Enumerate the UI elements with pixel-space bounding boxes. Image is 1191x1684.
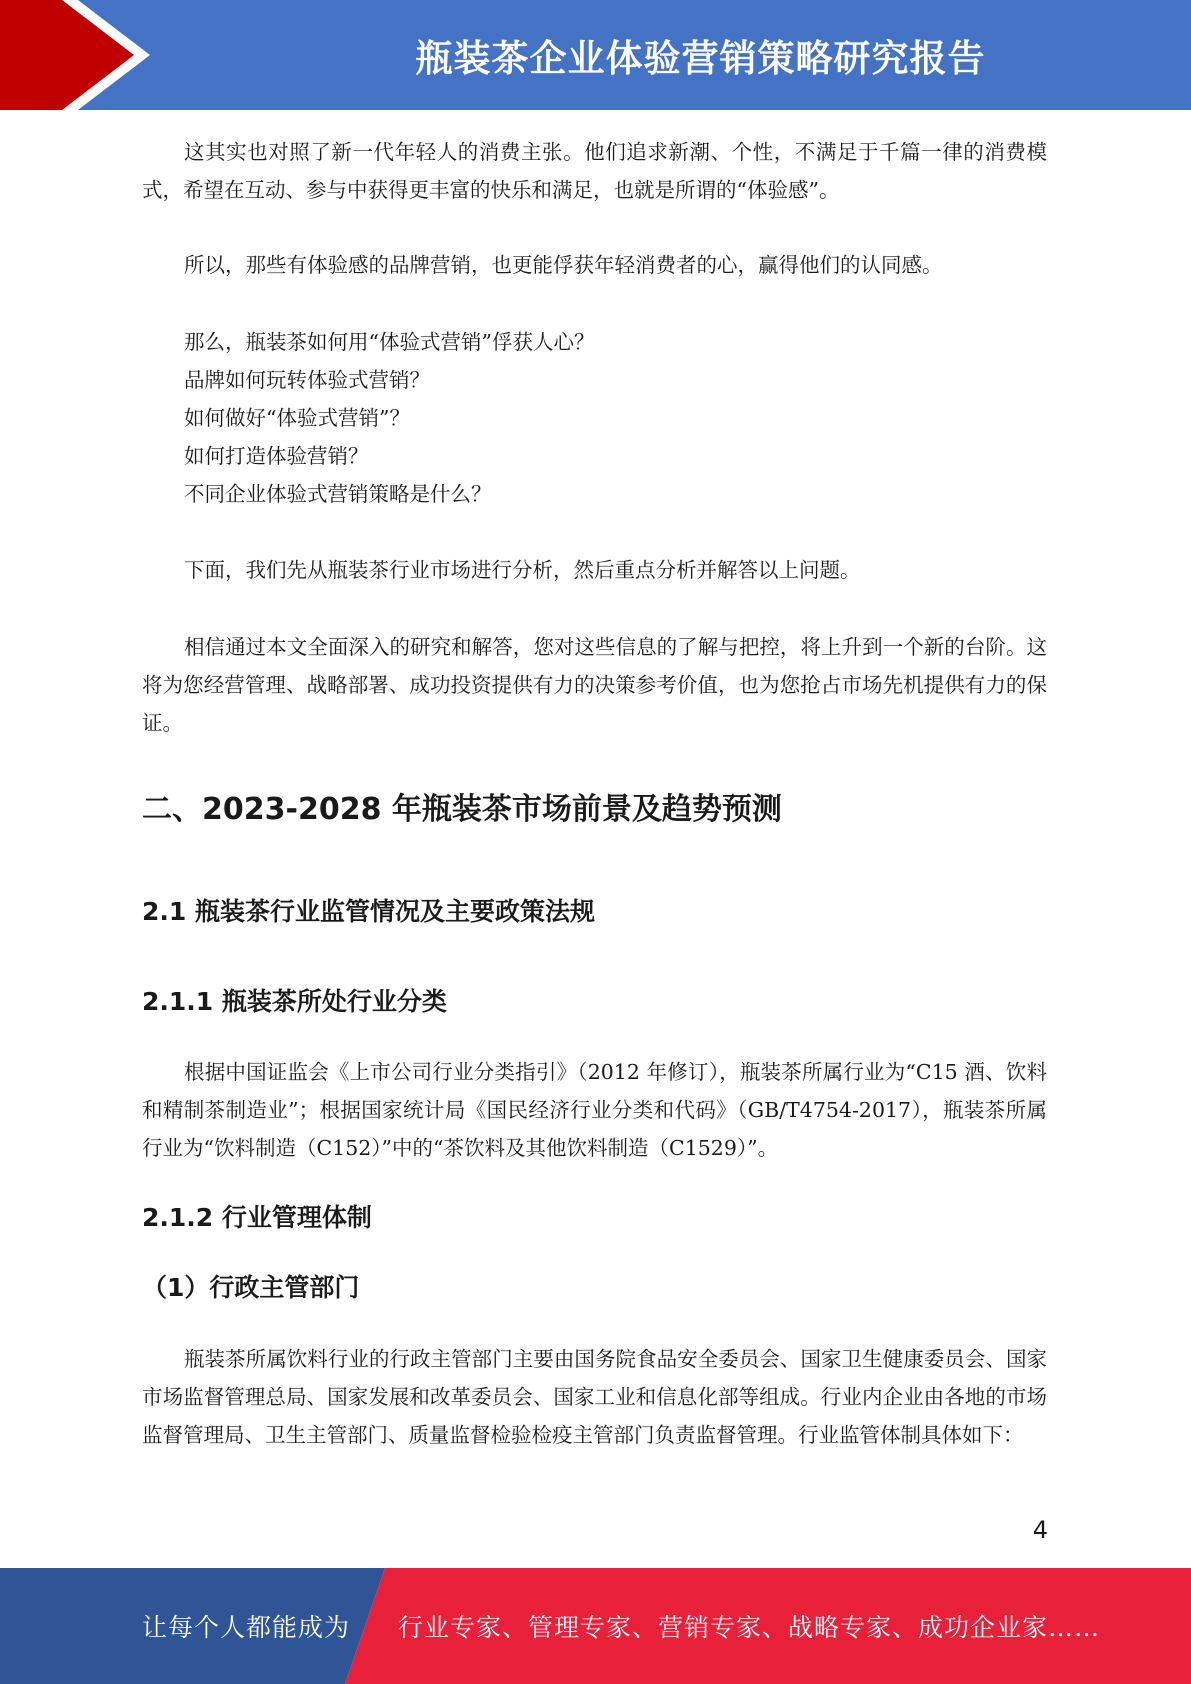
section-2-1-heading: 2.1 瓶装茶行业监管情况及主要政策法规 xyxy=(142,897,595,926)
question-item: 那么，瓶装茶如何用“体验式营销”俘获人心？ xyxy=(184,330,595,354)
section-2-1-1-body xyxy=(142,1053,1047,1167)
section-2-heading: 二、2023-2028 年瓶装茶市场前景及趋势预测 xyxy=(142,792,782,827)
paragraph: 相信通过本文全面深入的研究和解答，您对这些信息的了解与把控，将上升到一个新的台阶。这将为您经营管理、战略部署、成功投资提供有力的决策参考价值，也为您抢占市场先机提供有力的保证。 xyxy=(142,635,1047,735)
footer-banner xyxy=(0,1568,1191,1684)
page-number: 4 xyxy=(1032,1516,1048,1544)
red-chevron-decoration xyxy=(0,0,160,110)
section-heading-2-1-2 xyxy=(142,1198,1047,1234)
question-list xyxy=(142,323,1047,513)
section-2-1-2-body xyxy=(142,1340,1047,1454)
paragraph: 这其实也对照了新一代年轻人的消费主张。他们追求新潮、个性，不满足于千篇一律的消费模式，希望在互动、参与中获得更丰富的快乐和满足，也就是所谓的“体验感”。 xyxy=(142,140,1047,202)
question-item: 如何做好“体验式营销”？ xyxy=(184,406,410,430)
footer-slogan-right: 行业专家、管理专家、营销专家、战略专家、成功企业家…… xyxy=(398,1613,1101,1642)
intro-paragraph-4 xyxy=(142,628,1047,742)
section-2-1-2-heading: 2.1.2 行业管理体制 xyxy=(142,1203,372,1232)
section-heading-2-1 xyxy=(142,892,1047,928)
report-title: 瓶装茶企业体验营销策略研究报告 xyxy=(415,37,986,80)
question-item: 品牌如何玩转体验式营销？ xyxy=(184,368,430,392)
question-item: 不同企业体验式营销策略是什么？ xyxy=(184,482,492,506)
header-banner xyxy=(0,0,1191,110)
intro-paragraph-1 xyxy=(142,133,1047,209)
subsection-heading-admin xyxy=(142,1268,1047,1304)
footer-slogan-left: 让每个人都能成为 xyxy=(142,1613,351,1642)
paragraph: 下面，我们先从瓶装茶行业市场进行分析，然后重点分析并解答以上问题。 xyxy=(184,558,861,582)
section-heading-2 xyxy=(142,784,1047,828)
section-heading-2-1-1 xyxy=(142,982,1047,1018)
question-item: 如何打造体验营销？ xyxy=(184,444,369,468)
paragraph: 根据中国证监会《上市公司行业分类指引》（2012 年修订），瓶装茶所属行业为“C15 酒、饮料和精制茶制造业”；根据国家统计局《国民经济行业分类和代码》（GB/T4754-2017），瓶装茶所属行业为“饮料制造（C152）”中的“茶饮料及其他饮料制造（C1529）”。 xyxy=(142,1060,1047,1160)
section-2-1-1-heading: 2.1.1 瓶装茶所处行业分类 xyxy=(142,987,447,1016)
paragraph: 瓶装茶所属饮料行业的行政主管部门主要由国务院食品安全委员会、国家卫生健康委员会、国家市场监督管理总局、国家发展和改革委员会、国家工业和信息化部等组成。行业内企业由各地的市场监督管理局、卫生主管部门、质量监督检验检疫主管部门负责监督管理。行业监管体制具体如下： xyxy=(142,1347,1047,1447)
paragraph: 所以，那些有体验感的品牌营销，也更能俘获年轻消费者的心，赢得他们的认同感。 xyxy=(184,253,943,277)
admin-department-heading: （1）行政主管部门 xyxy=(142,1273,360,1302)
intro-paragraph-2 xyxy=(142,246,1047,284)
intro-paragraph-3 xyxy=(142,551,1047,589)
